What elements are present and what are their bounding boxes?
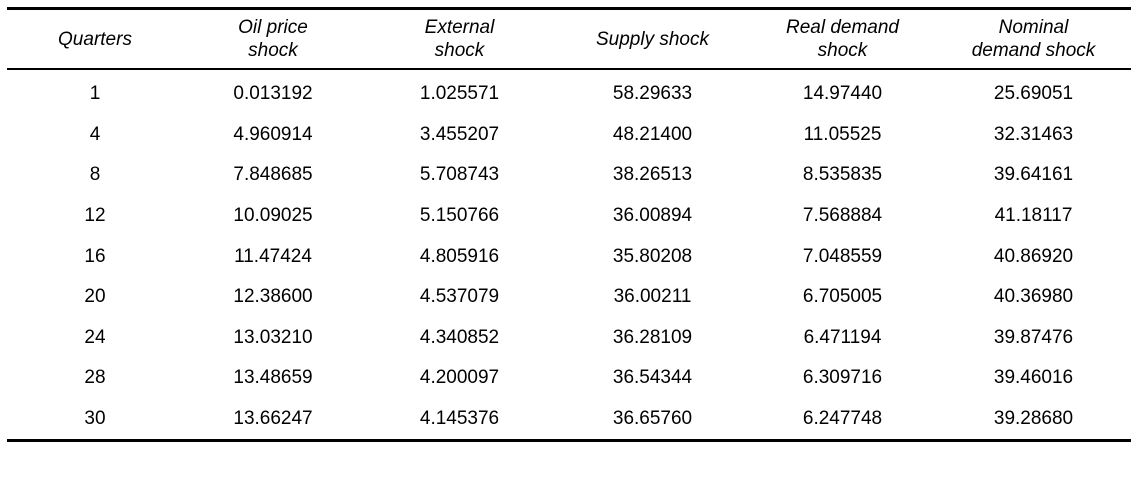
- cell-external-shock: 4.145376: [419, 408, 500, 430]
- cell-nominal-demand-shock: 41.18117: [994, 205, 1073, 227]
- cell-external-shock: 1.025571: [419, 83, 500, 105]
- cell-real-demand-shock: 6.309716: [802, 367, 883, 389]
- cell-nominal-demand-shock: 39.64161: [993, 164, 1074, 186]
- cell-supply-shock: 35.80208: [612, 245, 693, 267]
- cell-quarter: 20: [84, 286, 106, 308]
- cell-real-demand-shock: 6.471194: [803, 326, 882, 348]
- cell-oil-price-shock: 13.48659: [233, 367, 313, 389]
- cell-oil-price-shock: 13.03210: [233, 326, 313, 348]
- header-quarters: [7, 9, 183, 70]
- cell-oil-price-shock: 10.09025: [233, 205, 313, 227]
- header-line: demand shock: [971, 40, 1096, 61]
- header-line: Nominal: [998, 17, 1069, 38]
- table-body: [7, 69, 1131, 441]
- cell-nominal-demand-shock: 40.86920: [993, 245, 1074, 267]
- header-line: shock: [248, 40, 298, 61]
- cell-supply-shock: 48.21400: [612, 123, 693, 145]
- cell-supply-shock: 36.00894: [612, 205, 693, 227]
- cell-nominal-demand-shock: 40.36980: [993, 286, 1074, 308]
- header-real-demand-shock: [749, 9, 936, 70]
- cell-real-demand-shock: 8.535835: [802, 164, 883, 186]
- header-external-shock: [363, 9, 556, 70]
- cell-quarter: 4: [89, 123, 101, 145]
- cell-real-demand-shock: 7.568884: [802, 205, 883, 227]
- header-line: Oil price: [238, 17, 308, 38]
- table-row: [7, 318, 1131, 359]
- header-line: Real demand: [785, 17, 900, 38]
- cell-supply-shock: 36.28109: [612, 326, 693, 348]
- header-line: shock: [434, 40, 485, 61]
- cell-oil-price-shock: 0.013192: [233, 83, 313, 105]
- cell-quarter: 12: [84, 205, 106, 227]
- variance-decomposition-table: [7, 7, 1131, 442]
- cell-external-shock: 5.150766: [419, 205, 500, 227]
- cell-supply-shock: 36.54344: [612, 367, 693, 389]
- cell-supply-shock: 38.26513: [612, 164, 693, 186]
- cell-oil-price-shock: 12.38600: [233, 286, 313, 308]
- header-line: Quarters: [58, 28, 132, 50]
- table-row: [7, 358, 1131, 399]
- header-line: External: [424, 17, 495, 38]
- cell-external-shock: 4.340852: [419, 326, 500, 348]
- cell-quarter: 30: [84, 408, 106, 430]
- cell-real-demand-shock: 6.247748: [802, 408, 883, 430]
- table-header: [7, 9, 1131, 70]
- cell-supply-shock: 58.29633: [612, 83, 693, 105]
- cell-external-shock: 4.537079: [419, 286, 500, 308]
- table-row: [7, 277, 1131, 318]
- header-nominal-demand-shock: [936, 9, 1131, 70]
- table-row: [7, 196, 1131, 237]
- header-supply-shock: [556, 9, 749, 70]
- variance-decomposition-table-container: [7, 7, 1131, 442]
- table-row: [7, 155, 1131, 196]
- table-row: [7, 69, 1131, 115]
- cell-nominal-demand-shock: 32.31463: [993, 123, 1074, 145]
- cell-oil-price-shock: 4.960914: [233, 123, 313, 145]
- table-row: [7, 115, 1131, 156]
- header-line: Supply shock: [595, 28, 709, 50]
- cell-supply-shock: 36.65760: [612, 408, 693, 430]
- cell-quarter: 1: [89, 83, 101, 105]
- cell-quarter: 24: [84, 326, 106, 348]
- cell-quarter: 8: [89, 164, 101, 186]
- cell-nominal-demand-shock: 25.69051: [993, 83, 1074, 105]
- cell-oil-price-shock: 7.848685: [233, 164, 313, 186]
- cell-external-shock: 4.200097: [419, 367, 500, 389]
- cell-oil-price-shock: 13.66247: [233, 408, 313, 430]
- cell-nominal-demand-shock: 39.28680: [993, 408, 1074, 430]
- header-row: [7, 9, 1131, 70]
- cell-oil-price-shock: 11.47424: [234, 245, 312, 267]
- cell-real-demand-shock: 7.048559: [802, 245, 883, 267]
- cell-quarter: 16: [84, 245, 106, 267]
- header-oil-price-shock: [183, 9, 363, 70]
- cell-external-shock: 5.708743: [419, 164, 500, 186]
- cell-real-demand-shock: 11.05525: [803, 123, 882, 145]
- cell-real-demand-shock: 6.705005: [802, 286, 883, 308]
- header-line: shock: [817, 40, 868, 61]
- cell-quarter: 28: [84, 367, 106, 389]
- cell-external-shock: 3.455207: [419, 123, 500, 145]
- table-row: [7, 399, 1131, 441]
- cell-nominal-demand-shock: 39.87476: [993, 326, 1074, 348]
- cell-nominal-demand-shock: 39.46016: [993, 367, 1074, 389]
- cell-real-demand-shock: 14.97440: [802, 83, 883, 105]
- cell-external-shock: 4.805916: [419, 245, 500, 267]
- cell-supply-shock: 36.00211: [613, 286, 692, 308]
- table-row: [7, 236, 1131, 277]
